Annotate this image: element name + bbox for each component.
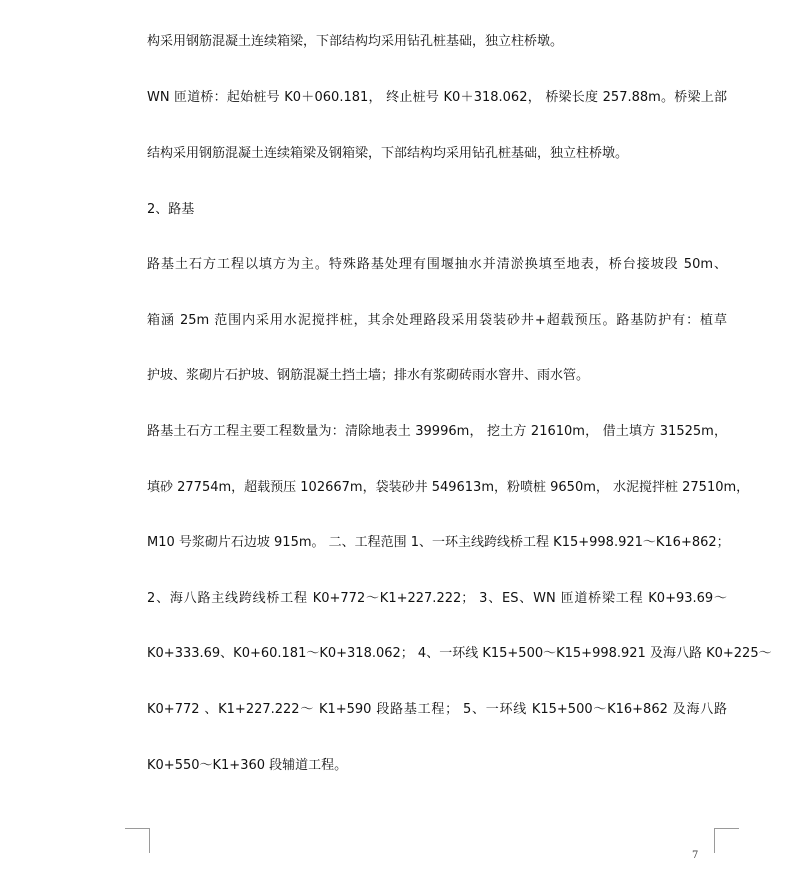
text-line-3: 结构采用钢筋混凝土连续箱梁及钢箱梁，下部结构均采用钻孔桩基础，独立柱桥墩。: [147, 146, 629, 161]
text-line-12: K0+333.69、K0+60.181～K0+318.062； 4、一环线 K15+500～K15+998.921 及海八路 K0+225～: [147, 646, 772, 661]
text-line-8: 路基土石方工程主要工程数量为：清除地表土 39996m， 挖土方 21610m， 借土填方 31525m，: [147, 424, 727, 439]
page-number: 7: [692, 850, 699, 861]
text-line-7: 护坡、浆砌片石护坡、钢筋混凝土挡土墙；排水有浆砌砖雨水窨井、雨水管。: [147, 368, 590, 383]
text-line-5: 路基土石方工程以填方为主。特殊路基处理有围堰抽水并清淤换填至地表，桥台接坡段 50m、: [147, 257, 727, 272]
text-line-9: 填砂 27754m，超载预压 102667m，袋装砂井 549613m，粉喷桩 9650m， 水泥搅拌桩 27510m，: [147, 480, 750, 495]
text-line-13: K0+772 、K1+227.222～ K1+590 段路基工程； 5、一环线 K15+500～K16+862 及海八路: [147, 702, 727, 717]
text-line-6: 箱涵 25m 范围内采用水泥搅拌桩，其余处理路段采用袋装砂井+超载预压。路基防护有：植草: [147, 313, 727, 328]
text-line-11: 2、海八路主线跨线桥工程 K0+772～K1+227.222； 3、ES、WN 匝道桥梁工程 K0+93.69～: [147, 591, 727, 606]
section-heading-subgrade: 2、路基: [147, 202, 195, 217]
text-line-10: M10 号浆砌片石边坡 915m。 二、工程范围 1、一环主线跨线桥工程 K15+998.921～K16+862；: [147, 535, 730, 550]
margin-corner-mark-right: [714, 828, 739, 853]
text-line-14: K0+550～K1+360 段辅道工程。: [147, 758, 348, 773]
text-line-2: WN 匝道桥：起始桩号 K0＋060.181， 终止桩号 K0＋318.062， 桥梁长度 257.88m。桥梁上部: [147, 90, 727, 105]
text-line-1: 构采用钢筋混凝土连续箱梁，下部结构均采用钻孔桩基础，独立柱桥墩。: [147, 34, 564, 49]
margin-corner-mark-left: [125, 828, 150, 853]
